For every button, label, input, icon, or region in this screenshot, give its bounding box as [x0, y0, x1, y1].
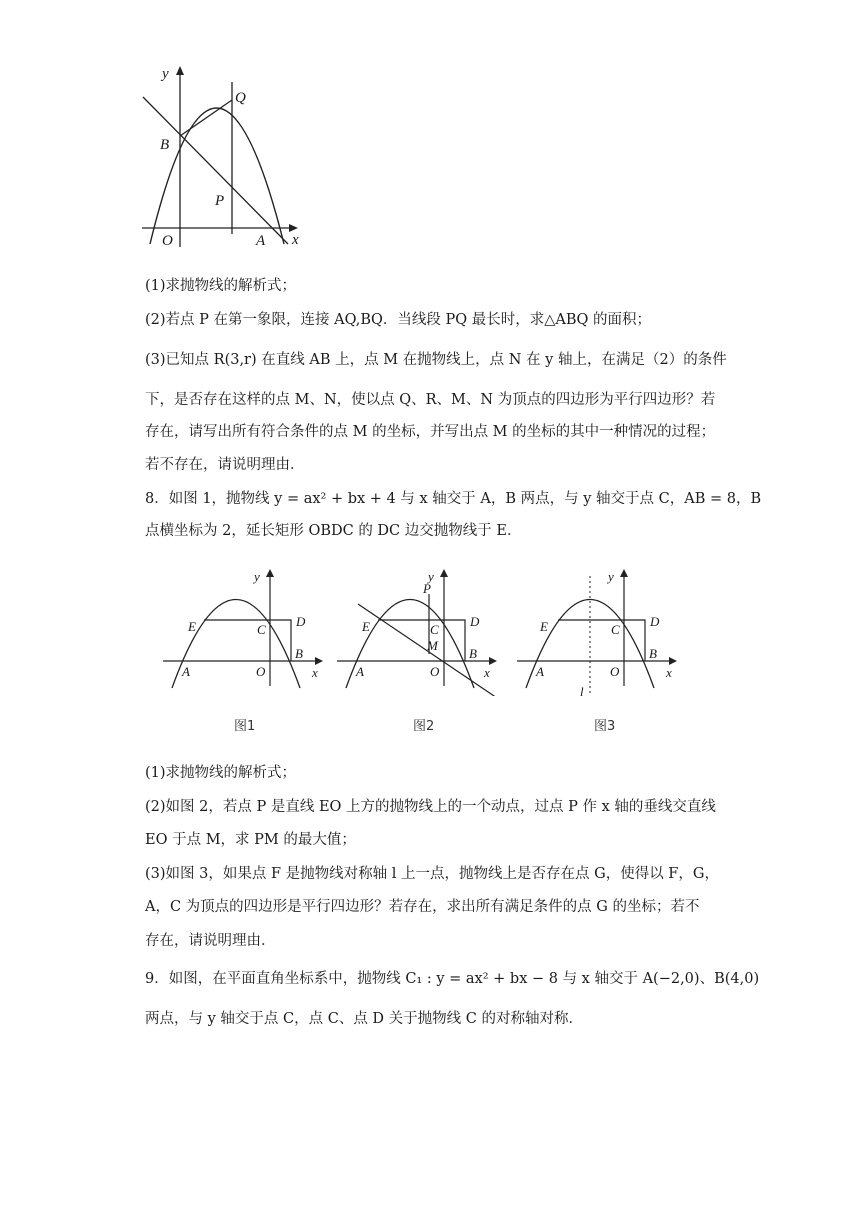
figure-3	[514, 566, 684, 696]
label-q: Q	[235, 90, 246, 106]
label-y: y	[162, 66, 169, 82]
label-o: O	[256, 664, 266, 679]
p7-question-1: (1)求抛物线的解析式；	[145, 278, 297, 294]
parabola-curve	[346, 600, 474, 689]
label-m: M	[427, 638, 438, 653]
p9-intro-line-2: 两点，与 y 轴交于点 C，点 C、点 D 关于抛物线 C 的对称轴对称．	[145, 1011, 583, 1027]
x-axis-arrow-icon	[315, 657, 323, 665]
label-a: A	[256, 233, 266, 249]
label-b: B	[160, 137, 170, 153]
label-b: B	[295, 646, 303, 661]
p7-question-3-line-3: 存在，请写出所有符合条件的点 M 的坐标，并写出点 M 的坐标的其中一种情况的过程；	[145, 424, 716, 440]
p8-question-2-line-2: EO 于点 M，求 PM 的最大值；	[145, 832, 356, 848]
p8-intro-line-2: 点横坐标为 2，延长矩形 OBDC 的 DC 边交抛物线于 E．	[145, 523, 522, 539]
y-axis-arrow-icon	[620, 569, 628, 577]
label-x: x	[484, 665, 490, 680]
caption-figure-2: 图2	[413, 719, 435, 734]
p8-question-3-line-3: 存在，请说明理由．	[145, 933, 276, 949]
parabola-curve	[150, 108, 284, 244]
p8-question-3-line-2: A，C 为顶点的四边形是平行四边形？若存在，求出所有满足条件的点 G 的坐标；若不	[145, 899, 700, 915]
p7-question-3-line-4: 若不存在，请说明理由．	[145, 457, 305, 473]
label-x: x	[666, 665, 672, 680]
p7-question-3-line-1: (3)已知点 R(3,r) 在直线 AB 上，点 M 在抛物线上，点 N 在 y 轴上，在满足（2）的条件	[145, 352, 727, 368]
p8-question-1: (1)求抛物线的解析式；	[145, 765, 297, 781]
label-a: A	[356, 664, 364, 679]
p8-question-3-line-1: (3)如图 3，如果点 F 是抛物线对称轴 l 上一点，抛物线上是否存在点 G，使得以 F，G，	[145, 866, 719, 882]
x-axis-arrow-icon	[489, 657, 497, 665]
line-ab	[143, 97, 288, 244]
label-c: C	[257, 622, 266, 637]
label-c: C	[611, 622, 620, 637]
p9-intro-line-1: 9．如图，在平面直角坐标系中，抛物线 C₁ : y = ax² + bx − 8 与 x 轴交于 A(−2,0)、B(4,0)	[145, 971, 760, 987]
label-o: O	[610, 664, 620, 679]
p7-question-2: (2)若点 P 在第一象限，连接 AQ,BQ．当线段 PQ 最长时，求△ABQ 的面积；	[145, 312, 652, 328]
y-axis-arrow-icon	[266, 569, 274, 577]
rectangle-obdc	[204, 620, 291, 661]
p8-intro-line-1: 8．如图 1，抛物线 y = ax² + bx + 4 与 x 轴交于 A，B 两点，与 y 轴交于点 C，AB = 8，B	[145, 491, 762, 507]
label-b: B	[649, 646, 657, 661]
label-d: D	[296, 614, 306, 629]
x-axis-arrow-icon	[289, 224, 298, 232]
label-b: B	[469, 646, 477, 661]
figure-parabola-abq	[138, 62, 308, 252]
label-e: E	[362, 619, 370, 634]
label-a: A	[536, 664, 544, 679]
label-a: A	[182, 664, 190, 679]
label-c: C	[430, 622, 439, 637]
label-p: P	[215, 193, 225, 209]
label-x: x	[292, 232, 299, 248]
p8-question-2-line-1: (2)如图 2，若点 P 是直线 EO 上方的抛物线上的一个动点，过点 P 作 x 轴的垂线交直线	[145, 799, 716, 815]
label-o: O	[430, 664, 440, 679]
label-d: D	[470, 614, 480, 629]
figure-2	[334, 566, 504, 696]
line-bq	[180, 100, 232, 136]
caption-figure-3: 图3	[594, 719, 616, 734]
label-x: x	[312, 665, 318, 680]
label-p: P	[423, 581, 431, 596]
rectangle-obdc	[558, 620, 645, 661]
label-o: O	[162, 233, 173, 249]
label-d: D	[650, 614, 660, 629]
y-axis-arrow-icon	[440, 569, 448, 577]
x-axis-arrow-icon	[669, 657, 677, 665]
label-y: y	[428, 569, 434, 584]
label-e: E	[540, 619, 548, 634]
p7-question-3-line-2: 下，是否存在这样的点 M、N，使以点 Q、R、M、N 为顶点的四边形为平行四边形？若	[145, 392, 716, 408]
parabola-curve	[172, 600, 300, 689]
label-y: y	[254, 569, 260, 584]
y-axis-arrow-icon	[176, 66, 184, 75]
label-l: l	[580, 684, 584, 696]
label-y: y	[608, 569, 614, 584]
caption-figure-1: 图1	[234, 719, 256, 734]
figure-1	[160, 566, 330, 696]
label-e: E	[188, 619, 196, 634]
